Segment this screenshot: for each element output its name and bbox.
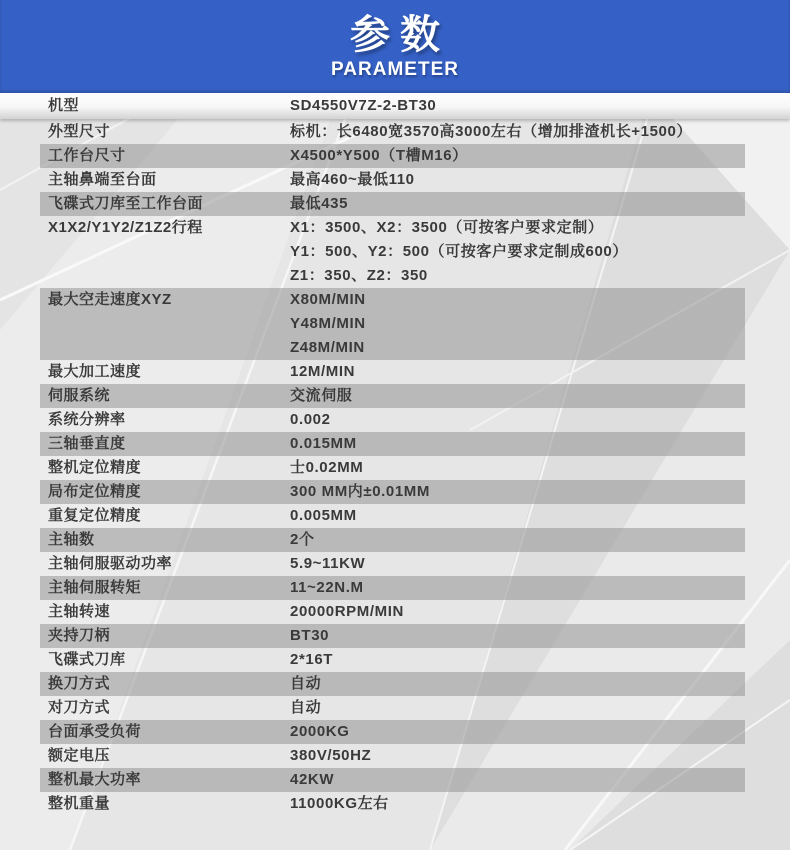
row-label: 机型 (48, 97, 80, 114)
table-row (0, 768, 790, 792)
table-row (0, 432, 790, 456)
row-value (290, 528, 315, 552)
row-value (290, 600, 404, 624)
row-value (290, 648, 333, 672)
row-label: X1X2/Y1Y2/Z1Z2行程 (48, 219, 203, 236)
row-value (290, 360, 355, 384)
row-label: 整机定位精度 (48, 459, 142, 476)
row-label: 对刀方式 (48, 699, 111, 716)
table-row (0, 360, 790, 384)
table-row (0, 720, 790, 744)
table-row (0, 792, 790, 816)
row-value-line: 士0.02MM (290, 459, 364, 476)
row-value (290, 456, 363, 480)
row-value-line: SD4550V7Z-2-BT30 (290, 97, 437, 114)
row-label: 三轴垂直度 (48, 435, 126, 452)
row-label: 最大空走速度XYZ (48, 291, 172, 308)
row-label: 飞碟式刀库至工作台面 (48, 195, 204, 212)
table-row (0, 552, 790, 576)
row-value-line: 42KW (290, 771, 335, 788)
row-value-line: 11000KG左右 (290, 795, 389, 812)
table-row (0, 168, 790, 192)
row-label: 飞碟式刀库 (48, 651, 126, 668)
row-label: 换刀方式 (48, 675, 111, 692)
row-value-line: 11~22N.M (290, 579, 364, 596)
table-row (0, 216, 790, 288)
row-value (290, 408, 331, 432)
table-row (0, 672, 790, 696)
row-value (290, 624, 329, 648)
row-value (290, 552, 365, 576)
row-value-line: 标机：长6480宽3570高3000左右（增加排渣机长+1500） (290, 123, 693, 140)
row-value-line: 12M/MIN (290, 363, 356, 380)
row-value-line: 2*16T (290, 651, 334, 668)
row-value (290, 93, 436, 119)
row-value-line: 0.002 (290, 411, 331, 428)
page-subtitle: PARAMETER (331, 58, 459, 80)
row-label: 系统分辨率 (48, 411, 126, 428)
row-value-line: Z1：350、Z2：350 (290, 267, 428, 284)
row-value-line: X4500*Y500（T槽M16） (290, 147, 468, 164)
row-label: 主轴鼻端至台面 (48, 171, 157, 188)
row-value (290, 288, 366, 360)
row-value (290, 720, 349, 744)
table-row (0, 408, 790, 432)
row-label: 工作台尺寸 (48, 147, 126, 164)
table-row (0, 600, 790, 624)
row-value-line: 380V/50HZ (290, 747, 372, 764)
row-label: 台面承受负荷 (48, 723, 142, 740)
table-row (0, 288, 790, 360)
row-value-line: Y1：500、Y2：500（可按客户要求定制成600） (290, 243, 628, 260)
row-value-line: 300 MM内±0.01MM (290, 483, 431, 500)
row-value (290, 168, 415, 192)
table-row (0, 192, 790, 216)
row-value-line: 自动 (290, 675, 322, 692)
table-row (0, 624, 790, 648)
parameter-table (0, 93, 790, 816)
row-value-line: X80M/MIN (290, 291, 366, 308)
row-value-line: 0.015MM (290, 435, 357, 452)
row-label: 外型尺寸 (48, 123, 111, 140)
row-label: 重复定位精度 (48, 507, 142, 524)
row-value-line: 2个 (290, 531, 315, 548)
row-value-line: 最高460~最低110 (290, 171, 415, 188)
row-value-line: BT30 (290, 627, 330, 644)
row-value (290, 576, 364, 600)
row-value-line: Z48M/MIN (290, 339, 365, 356)
row-label: 局布定位精度 (48, 483, 142, 500)
row-label: 整机重量 (48, 795, 111, 812)
page-title: 参数 (350, 12, 450, 57)
row-value-line: 自动 (290, 699, 322, 716)
table-row (0, 93, 790, 119)
table-row (0, 576, 790, 600)
row-label: 主轴转速 (48, 603, 111, 620)
row-label: 额定电压 (48, 747, 111, 764)
row-value (290, 192, 348, 216)
table-row (0, 648, 790, 672)
row-value-line: 交流伺服 (290, 387, 353, 404)
row-label: 伺服系统 (48, 387, 111, 404)
row-value (290, 504, 357, 528)
row-label: 整机最大功率 (48, 771, 142, 788)
row-label: 主轴伺服转矩 (48, 579, 142, 596)
row-value (290, 432, 357, 456)
row-label: 夹持刀柄 (48, 627, 111, 644)
row-value (290, 696, 321, 720)
row-label: 主轴伺服驱动功率 (48, 555, 173, 572)
table-row (0, 456, 790, 480)
table-row (0, 696, 790, 720)
table-row (0, 528, 790, 552)
table-row (0, 504, 790, 528)
table-row (0, 120, 790, 144)
row-value (290, 792, 389, 816)
row-value (290, 480, 430, 504)
row-value (290, 120, 692, 144)
row-value-line: 2000KG (290, 723, 350, 740)
row-value (290, 384, 352, 408)
row-value-line: 20000RPM/MIN (290, 603, 404, 620)
row-value-line: 5.9~11KW (290, 555, 366, 572)
row-value (290, 672, 321, 696)
row-value-line: Y48M/MIN (290, 315, 366, 332)
row-value-line: X1：3500、X2：3500（可按客户要求定制） (290, 219, 604, 236)
row-value (290, 768, 334, 792)
row-value-line: 最低435 (290, 195, 349, 212)
row-value (290, 144, 468, 168)
table-row (0, 480, 790, 504)
parameter-header (0, 0, 790, 93)
row-value-line: 0.005MM (290, 507, 357, 524)
table-row (0, 144, 790, 168)
row-label: 主轴数 (48, 531, 95, 548)
row-value (290, 216, 628, 288)
table-row (0, 744, 790, 768)
row-value (290, 744, 371, 768)
row-label: 最大加工速度 (48, 363, 142, 380)
table-row (0, 384, 790, 408)
